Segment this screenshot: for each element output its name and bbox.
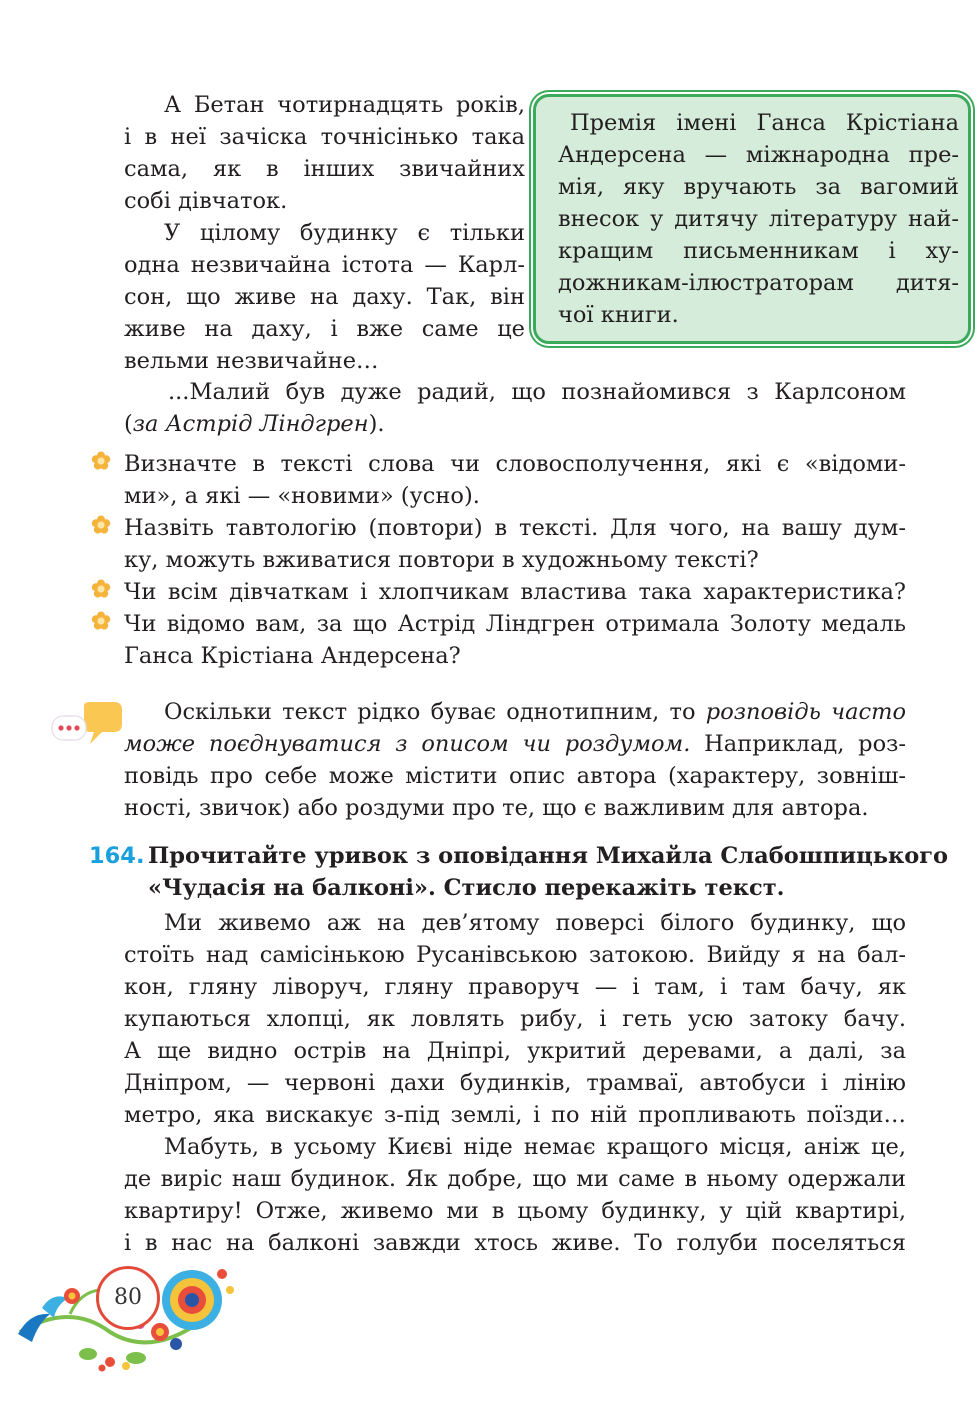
attribution (124, 408, 906, 440)
page-number: 80 (96, 1266, 160, 1330)
theory-line (124, 728, 906, 760)
intro-closing-line: ...Малий був дуже радий, що познайомився з Карлсоном (168, 379, 906, 405)
exercise-text-line: метро, яка вискакує з-під землі, і по ній пропливають поїзди… (124, 1102, 906, 1128)
theory-emphasis: може поєднуватися з описом чи роздумом. (124, 731, 691, 757)
intro-line: А Бетан чотирнадцять років, (164, 92, 525, 118)
question-line: Чи відомо вам, за що Астрід Ліндгрен отримала Золоту медаль (124, 611, 906, 637)
intro-line: одна незвичайна істота — Карл- (124, 252, 525, 278)
exercise-task-line: Прочитайте уривок з оповідання Михайла Слабошпицького (148, 843, 949, 869)
flower-bullet-icon (91, 515, 111, 535)
intro-line: сама, як в інших звичайних (124, 156, 525, 182)
intro-line: У цілому будинку є тільки (164, 220, 525, 246)
theory-text: Оскільки текст рідко буває однотипним, то (164, 699, 706, 725)
question-line: ку, можуть вживатися повтори в художньому тексті? (124, 547, 759, 573)
intro-line: вельми незвичайне… (124, 348, 379, 374)
info-line: Премія імені Ганса Крістіана (570, 110, 959, 136)
question-line: Визначте в тексті слова чи словосполучення, які є «відоми- (124, 451, 906, 477)
exercise-text-line: квартиру! Отже, живемо ми в цьому будинку, у цій квартирі, (124, 1198, 906, 1224)
exercise-text-line: А ще видно острів на Дніпрі, укритий деревами, а далі, за (124, 1038, 906, 1064)
intro-line: сон, що живе на даху. Так, він (124, 284, 525, 310)
intro-line: і в неї зачіска точнісінько така (124, 124, 525, 150)
exercise-text-line: Дніпром, — червоні дахи будинків, трамваї, автобуси і лінію (124, 1070, 906, 1096)
flower-bullet-icon (91, 579, 111, 599)
info-line: внесок у дитячу літературу най- (558, 206, 959, 232)
exercise-text-line: Ми живемо аж на дев’ятому поверсі білого будинку, що (164, 910, 906, 936)
theory-text: Наприклад, роз- (690, 731, 906, 757)
intro-line: собі дівчаток. (124, 188, 288, 214)
attribution-author: за Астрід Ліндгрен (132, 411, 369, 437)
theory-emphasis: розповідь часто (705, 699, 906, 725)
exercise-text-line: купаються хлопці, як ловлять рибу, і геть усю затоку бачу. (124, 1006, 906, 1032)
exercise-text-line: стоїть над самісінькою Русанівською затокою. Вийду я на бал- (124, 942, 906, 968)
exercise-number: 164. (89, 843, 145, 869)
speech-bubbles-icon (50, 700, 124, 750)
info-line: мія, яку вручають за вагомий (558, 174, 959, 200)
intro-line: живе на даху, і вже саме це (124, 316, 525, 342)
flower-bullet-icon (91, 611, 111, 631)
flower-bullet-icon (91, 451, 111, 471)
info-line: чої книги. (558, 302, 679, 328)
theory-line (164, 696, 906, 728)
question-line: Чи всім дівчаткам і хлопчикам властива така характеристика? (124, 579, 906, 605)
exercise-task-line: «Чудасія на балконі». Стисло перекажіть текст. (148, 875, 785, 901)
question-line: Ганса Крістіана Андерсена? (124, 643, 461, 669)
info-line: Андерсена — міжнародна пре- (558, 142, 959, 168)
theory-line: повідь про себе може містити опис автора (характеру, зовніш- (124, 763, 906, 789)
info-line: кращим письменникам і ху- (558, 238, 959, 264)
attribution-open: ( (124, 411, 133, 437)
question-line: Назвіть тавтологію (повтори) в тексті. Для чого, на вашу дум- (124, 515, 906, 541)
question-line: ми», а які — «новими» (усно). (124, 483, 480, 509)
exercise-text-line: де виріс наш будинок. Як добре, що ми саме в ньому одержали (124, 1166, 906, 1192)
info-line: дожникам-ілюстраторам дитя- (558, 270, 959, 296)
exercise-text-line: кон, гляну ліворуч, гляну праворуч — і там, і там бачу, як (124, 974, 906, 1000)
attribution-close: ). (368, 411, 385, 437)
exercise-text-line: і в нас на балконі завжди хтось живе. То голуби поселяться (124, 1230, 906, 1256)
exercise-text-line: Мабуть, в усьому Києві ніде немає кращого місця, аніж це, (164, 1134, 906, 1160)
theory-line: ності, звичок) або роздуми про те, що є важливим для автора. (124, 795, 869, 821)
